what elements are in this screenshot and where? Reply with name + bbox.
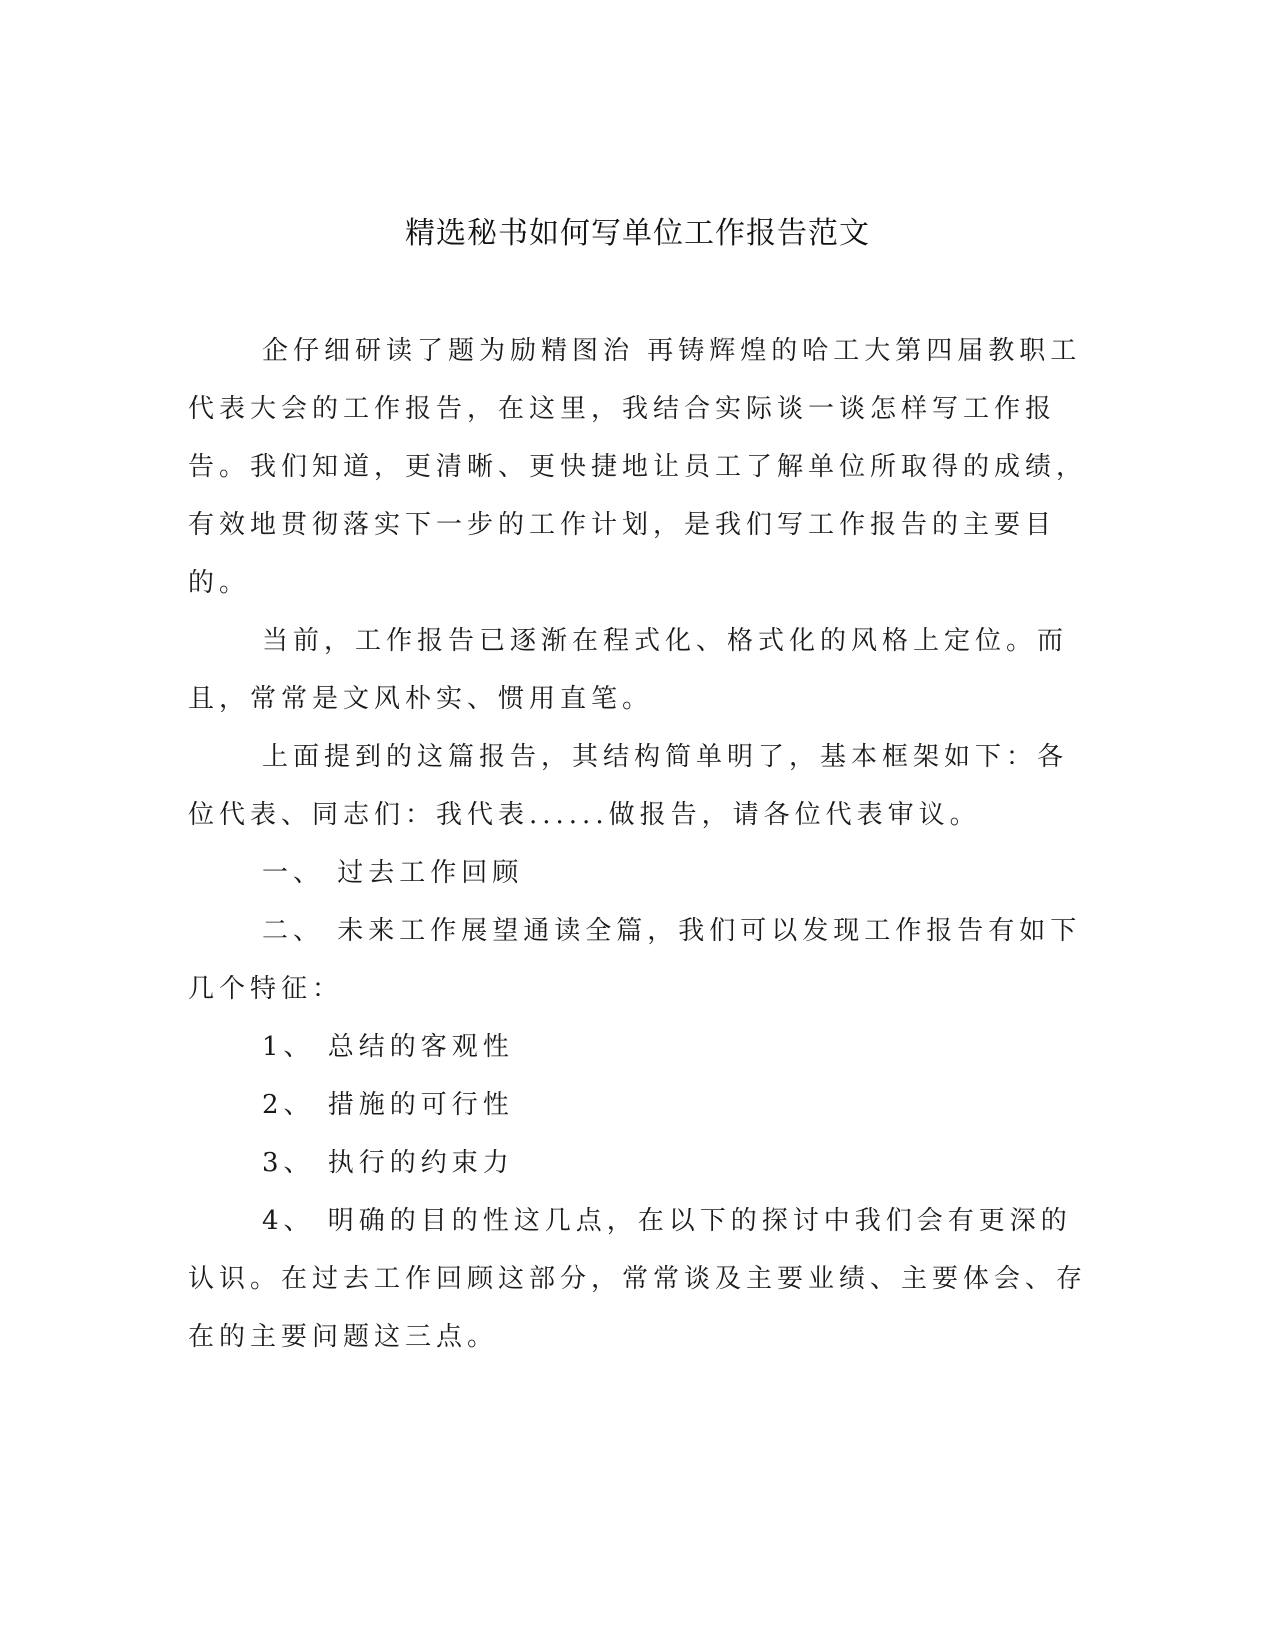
feature-item-binding: 3、 执行的约束力 [262, 1148, 514, 1178]
document-body [188, 322, 1088, 1366]
paragraph-style: 当前，工作报告已逐渐在程式化、格式化的风格上定位。而且，常常是文风朴实、惯用直笔。 [188, 626, 1069, 714]
paragraph-structure: 上面提到的这篇报告，其结构简单明了，基本框架如下：各位代表、同志们：我代表......做报告，请各位代表审议。 [188, 742, 1069, 830]
feature-item-objectivity: 1、 总结的客观性 [262, 1032, 514, 1062]
feature-item-purpose: 4、 明确的目的性这几点，在以下的探讨中我们会有更深的认识。在过去工作回顾这部分，常常谈及主要业绩、主要体会、存在的主要问题这三点。 [188, 1206, 1088, 1352]
section-item-outlook: 二、 未来工作展望通读全篇，我们可以发现工作报告有如下几个特征： [188, 916, 1082, 1004]
feature-item-feasibility: 2、 措施的可行性 [262, 1090, 514, 1120]
document-title: 精选秘书如何写单位工作报告范文 [405, 216, 870, 251]
section-item-review: 一、 过去工作回顾 [262, 858, 524, 888]
paragraph-intro: 企仔细研读了题为励精图治 再铸辉煌的哈工大第四届教职工代表大会的工作报告，在这里，我结合实际谈一谈怎样写工作报告。我们知道，更清晰、更快捷地让员工了解单位所取得的成绩，有效地贯彻落实下一步的工作计划，是我们写工作报告的主要目的。 [188, 336, 1088, 598]
